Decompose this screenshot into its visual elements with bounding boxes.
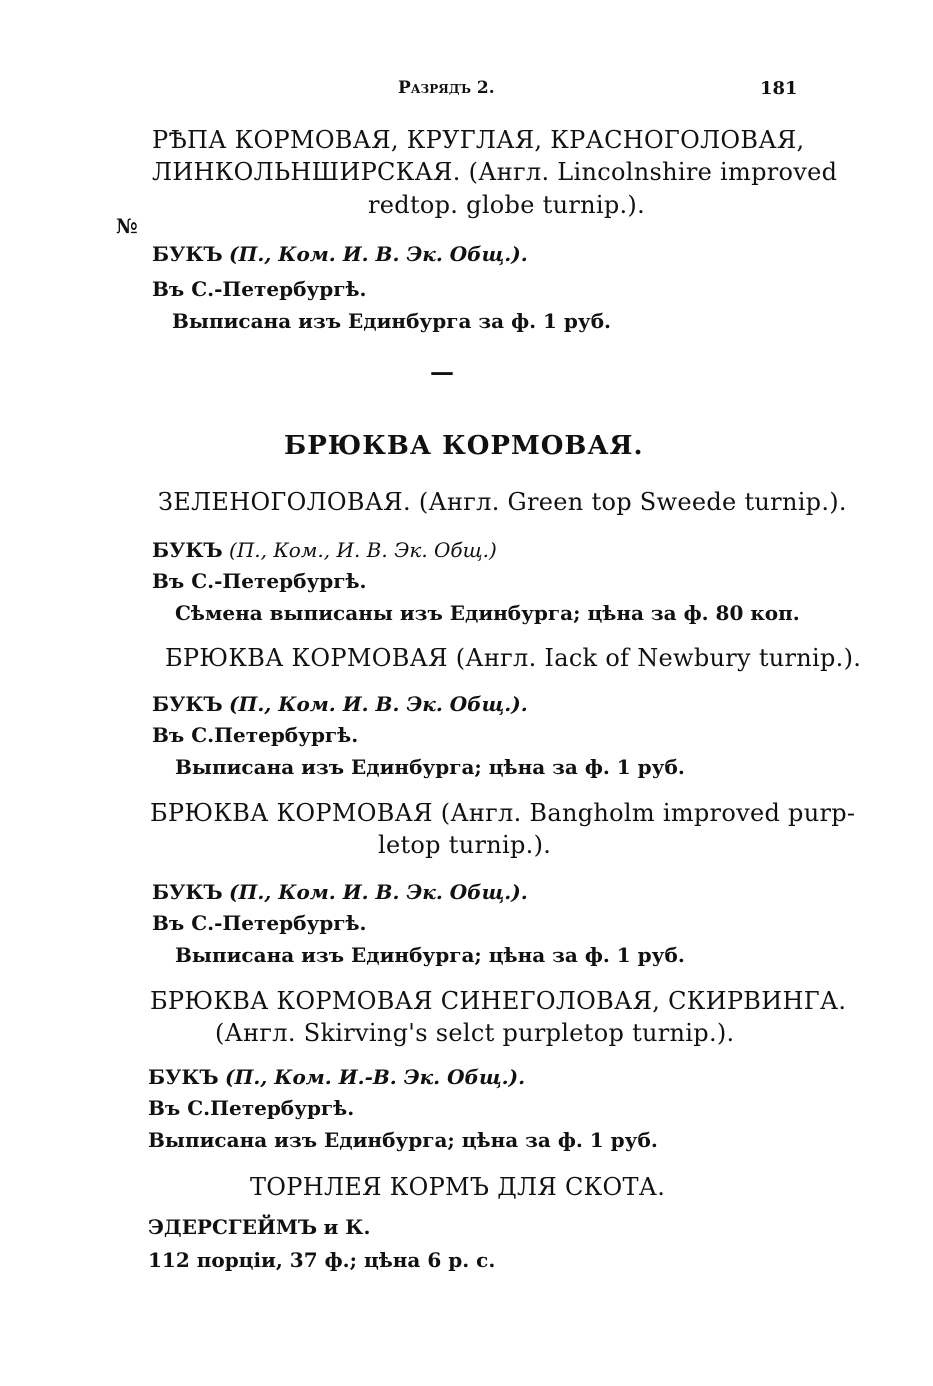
entry1-grower: БУКЪ [152,242,223,266]
entry5-grower: БУКЪ [148,1065,219,1089]
entry1-grower-note: (П., Ком. И. В. Эк. Общ.). [229,242,528,266]
section-divider: — [430,357,454,386]
entry2-grower-line [152,540,497,560]
entry3-grower-note: (П., Ком. И. В. Эк. Общ.). [229,692,528,716]
entry3-place: Въ С.Петербургѣ. [152,723,359,747]
entry4-grower: БУКЪ [152,880,223,904]
entry3-grower: БУКЪ [152,692,223,716]
entry3-grower-line [152,694,528,714]
entry5-title-line2: (Англ. Skirving's selct purpletop turnip.). [215,1019,735,1047]
entry2-title: ЗЕЛЕНОГОЛОВАЯ. (Англ. Green top Sweede turnip.). [158,488,847,516]
page-number: 181 [760,78,798,99]
margin-number-mark: № [116,214,138,238]
entry6-note: 112 порціи, 37 ф.; цѣна 6 р. с. [148,1248,496,1272]
entry6-title: ТОРНЛЕЯ КОРМЪ ДЛЯ СКОТА. [250,1173,666,1201]
section-title: БРЮКВА КОРМОВАЯ. [284,431,644,461]
entry2-grower: БУКЪ [152,538,223,562]
entry4-place: Въ С.-Петербургѣ. [152,911,367,935]
entry1-note: Выписана изъ Единбурга за ф. 1 руб. [172,309,611,333]
entry3-note: Выписана изъ Единбурга; цѣна за ф. 1 руб. [175,755,685,779]
entry5-title-line1: БРЮКВА КОРМОВАЯ СИНЕГОЛОВАЯ, СКИРВИНГА. [150,987,847,1015]
entry4-title-line2: letop turnip.). [378,831,552,859]
entry6-grower-suffix: и К. [323,1215,371,1239]
entry5-note: Выписана изъ Единбурга; цѣна за ф. 1 руб. [148,1128,658,1152]
entry6-grower-line [148,1217,370,1237]
entry1-title-line3: redtop. globe turnip.). [368,191,646,219]
entry5-grower-line [148,1067,525,1087]
entry2-place: Въ С.-Петербургѣ. [152,569,367,593]
entry1-grower-line [152,244,528,264]
entry1-place: Въ С.-Петербургѣ. [152,277,367,301]
entry6-grower: ЭДЕРСГЕЙМЪ [148,1215,318,1239]
entry1-title-line2: ЛИНКОЛЬНШИРСКАЯ. (Англ. Lincolnshire improved [152,158,838,186]
entry4-title-line1: БРЮКВА КОРМОВАЯ (Англ. Bangholm improved purp- [150,799,856,827]
entry5-place: Въ С.Петербургѣ. [148,1096,355,1120]
running-header-section: Разрядъ 2. [398,78,495,98]
entry4-note: Выписана изъ Единбурга; цѣна за ф. 1 руб. [175,943,685,967]
entry2-note: Сѣмена выписаны изъ Единбурга; цѣна за ф. 80 коп. [175,601,800,625]
entry1-title-line1: РѢПА КОРМОВАЯ, КРУГЛАЯ, КРАСНОГОЛОВАЯ, [152,126,805,154]
entry3-title: БРЮКВА КОРМОВАЯ (Англ. Iack of Newbury turnip.). [165,644,862,672]
entry4-grower-note: (П., Ком. И. В. Эк. Общ.). [229,880,528,904]
entry2-grower-note: (П., Ком., И. В. Эк. Общ.) [229,538,497,562]
entry4-grower-line [152,882,528,902]
entry5-grower-note: (П., Ком. И.-В. Эк. Общ.). [225,1065,526,1089]
